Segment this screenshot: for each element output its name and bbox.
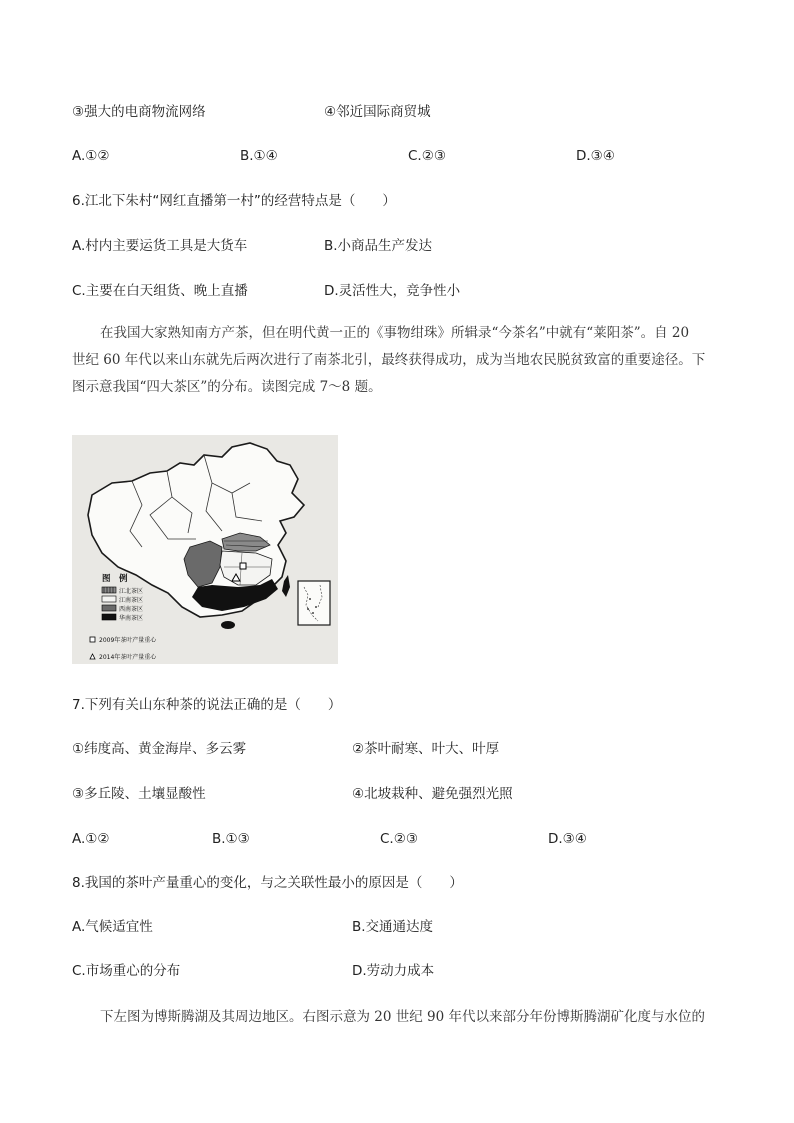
q7-choice-b: B.①③	[212, 831, 250, 847]
q6-option-c: C.主要在白天组货、晚上直播	[72, 283, 248, 299]
q7-stem: 7.下列有关山东种茶的说法正确的是（ ）	[72, 697, 342, 713]
q6-option-a: A.村内主要运货工具是大货车	[72, 238, 248, 254]
bosten-lake-passage	[72, 1004, 722, 1031]
legend-title: 图 例	[102, 574, 128, 584]
q7-choice-d: D.③④	[548, 831, 587, 847]
q6-option-b: B.小商品生产发达	[324, 238, 433, 254]
q7-option-1: ①纬度高、黄金海岸、多云雾	[72, 741, 247, 757]
legend-label-2014: 2014年茶叶产量重心	[99, 654, 157, 661]
tea-passage-line-3: 图示意我国“四大茶区”的分布。读图完成 7～8 题。	[72, 379, 382, 395]
q8-option-c: C.市场重心的分布	[72, 963, 181, 979]
q6-option-d: D.灵活性大，竞争性小	[324, 283, 461, 299]
legend-label-jiangnan: 江南茶区	[119, 597, 144, 604]
legend-swatch-jiangnan	[102, 596, 116, 602]
tea-passage-line-2: 世纪 60 年代以来山东就先后两次进行了南茶北引，最终获得成功，成为当地农民脱贫致富的重要途径。下	[72, 352, 706, 368]
q7-option-3: ③多丘陵、土壤显酸性	[72, 786, 206, 802]
tea-passage-line-1: 在我国大家熟知南方产茶，但在明代黄一正的《事物绀珠》所辑录“今茶名”中就有“莱阳茶”。自 20	[100, 325, 690, 341]
q5-option-3: ③强大的电商物流网络	[72, 104, 206, 120]
q8-option-d: D.劳动力成本	[352, 963, 435, 979]
q8-option-a: A.气候适宜性	[72, 919, 153, 935]
legend-swatch-huanan	[102, 614, 116, 620]
q8-option-b: B.交通通达度	[352, 919, 434, 935]
q5-choice-b: B.①④	[240, 148, 278, 164]
legend-label-huanan: 华南茶区	[119, 615, 144, 622]
q5-choice-a: A.①②	[72, 148, 110, 164]
q8-stem: 8.我国的茶叶产量重心的变化，与之关联性最小的原因是（ ）	[72, 875, 463, 891]
q5-choice-d: D.③④	[576, 148, 615, 164]
q7-option-4: ④北坡栽种、避免强烈光照	[352, 786, 513, 802]
china-map-svg	[72, 435, 338, 664]
legend-swatch-xinan	[102, 605, 116, 611]
tea-passage	[72, 320, 722, 401]
q5-option-4: ④邻近国际商贸城	[324, 104, 431, 120]
q5-choice-c: C.②③	[408, 148, 446, 164]
legend-label-2009: 2009年茶叶产量重心	[99, 637, 157, 644]
q7-option-2: ②茶叶耐寒、叶大、叶厚	[352, 741, 500, 757]
q7-choice-c: C.②③	[380, 831, 418, 847]
q6-stem: 6.江北下朱村“网红直播第一村”的经营特点是（ ）	[72, 193, 396, 209]
bosten-lake-passage-line-1: 下左图为博斯腾湖及其周边地区。右图示意为 20 世纪 90 年代以来部分年份博斯腾湖矿化度与水位的	[100, 1009, 706, 1025]
taiwan-island	[282, 575, 290, 597]
legend-label-xinan: 西南茶区	[119, 606, 144, 613]
legend-marker-2009	[90, 637, 95, 642]
legend-label-jiangbei: 江北茶区	[119, 588, 144, 595]
tea-region-map	[72, 435, 338, 664]
legend-marker-2014	[90, 654, 95, 659]
hainan-island	[221, 621, 235, 629]
south-china-sea-inset	[298, 581, 330, 625]
center-2009-marker	[240, 563, 246, 569]
q7-choice-a: A.①②	[72, 831, 110, 847]
